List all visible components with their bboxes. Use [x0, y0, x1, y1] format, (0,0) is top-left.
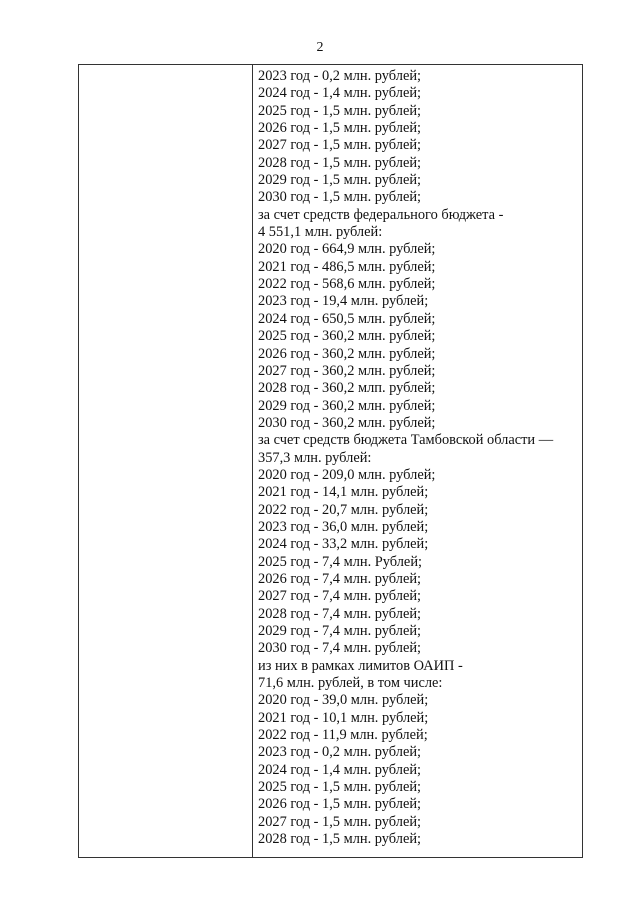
table-text-line: 2025 год - 1,5 млн. рублей;	[258, 102, 422, 119]
table-text-line: 2026 год - 7,4 млн. рублей;	[258, 570, 422, 587]
table-text-line: 2022 год - 11,9 млн. рублей;	[258, 727, 428, 744]
table-text-line: 2023 год - 19,4 млн. рублей;	[258, 293, 429, 310]
table-text-line: 2025 год - 7,4 млн. Рублей;	[258, 553, 423, 570]
table-text-line: 2020 год - 209,0 млн. рублей;	[258, 466, 436, 483]
table-text-line: 2026 год - 1,5 млн. рублей;	[258, 796, 422, 813]
table-text-line: 2023 год - 0,2 млн. рублей;	[258, 68, 422, 84]
table-text-line: 2025 год - 360,2 млн. рублей;	[258, 328, 436, 345]
table-text-line: 2020 год - 664,9 млн. рублей;	[258, 241, 436, 258]
table-text-line: за счет средств бюджета Тамбовской области —	[258, 432, 554, 449]
table-text-line: 2024 год - 33,2 млн. рублей;	[258, 536, 429, 553]
table-text-line: 2029 год - 1,5 млн. рублей;	[258, 172, 422, 189]
table-text-line: из них в рамках лимитов ОАИП -	[258, 657, 463, 674]
table-text-line: 357,3 млн. рублей:	[258, 449, 372, 466]
table-left-cell	[79, 65, 253, 857]
table-text-line: 2026 год - 1,5 млн. рублей;	[258, 120, 422, 137]
table-text-line: 2022 год - 568,6 млн. рублей;	[258, 276, 436, 293]
table-text-line: 4 551,1 млн. рублей:	[258, 224, 383, 241]
table-text-line: 2027 год - 7,4 млн. рублей;	[258, 588, 422, 605]
table-text-line: 2024 год - 1,4 млн. рублей;	[258, 761, 422, 778]
table-text-line: 2029 год - 360,2 млн. рублей;	[258, 397, 436, 414]
page-number: 2	[316, 40, 324, 55]
table-text-line: 2023 год - 36,0 млн. рублей;	[258, 518, 429, 535]
table-text-line: 2021 год - 10,1 млн. рублей;	[258, 709, 429, 726]
table-text-line: 2028 год - 7,4 млн. рублей;	[258, 605, 422, 622]
table-text-line: 2021 год - 486,5 млн. рублей;	[258, 258, 436, 275]
table-text-line: за счет средств федерального бюджета -	[258, 206, 504, 223]
table-right-cell	[253, 65, 582, 857]
financing-table	[78, 64, 583, 858]
table-text-line: 2021 год - 14,1 млн. рублей;	[258, 484, 429, 501]
table-text-line: 2030 год - 1,5 млн. рублей;	[258, 189, 422, 206]
table-text-line: 2027 год - 1,5 млн. рублей;	[258, 813, 422, 830]
table-text-line: 2028 год - 1,5 млн. рублей;	[258, 154, 422, 171]
table-text-line: 2020 год - 39,0 млн. рублей;	[258, 692, 429, 709]
table-text-line: 2023 год - 0,2 млн. рублей;	[258, 744, 422, 761]
table-text-line: 71,6 млн. рублей, в том числе:	[258, 675, 443, 692]
table-text-line: 2025 год - 1,5 млн. рублей;	[258, 779, 422, 796]
table-text-line: 2022 год - 20,7 млн. рублей;	[258, 501, 429, 518]
table-text-line: 2028 год - 360,2 млп. рублей;	[258, 380, 436, 397]
table-text-line: 2027 год - 1,5 млн. рублей;	[258, 137, 422, 154]
table-text-line: 2029 год - 7,4 млн. рублей;	[258, 623, 422, 639]
table-text-line: 2027 год - 360,2 млн. рублей;	[258, 362, 436, 379]
table-text-line: 2030 год - 360,2 млн. рублей;	[258, 414, 436, 431]
table-text-line: 2024 год - 1,4 млн. рублей;	[258, 85, 422, 102]
table-text-line: 2030 год - 7,4 млн. рублей;	[258, 640, 422, 657]
table-text-line: 2026 год - 360,2 млн. рублей;	[258, 345, 436, 362]
table-text-line: 2024 год - 650,5 млн. рублей;	[258, 310, 436, 327]
table-text-line: 2028 год - 1,5 млн. рублей;	[258, 831, 422, 848]
